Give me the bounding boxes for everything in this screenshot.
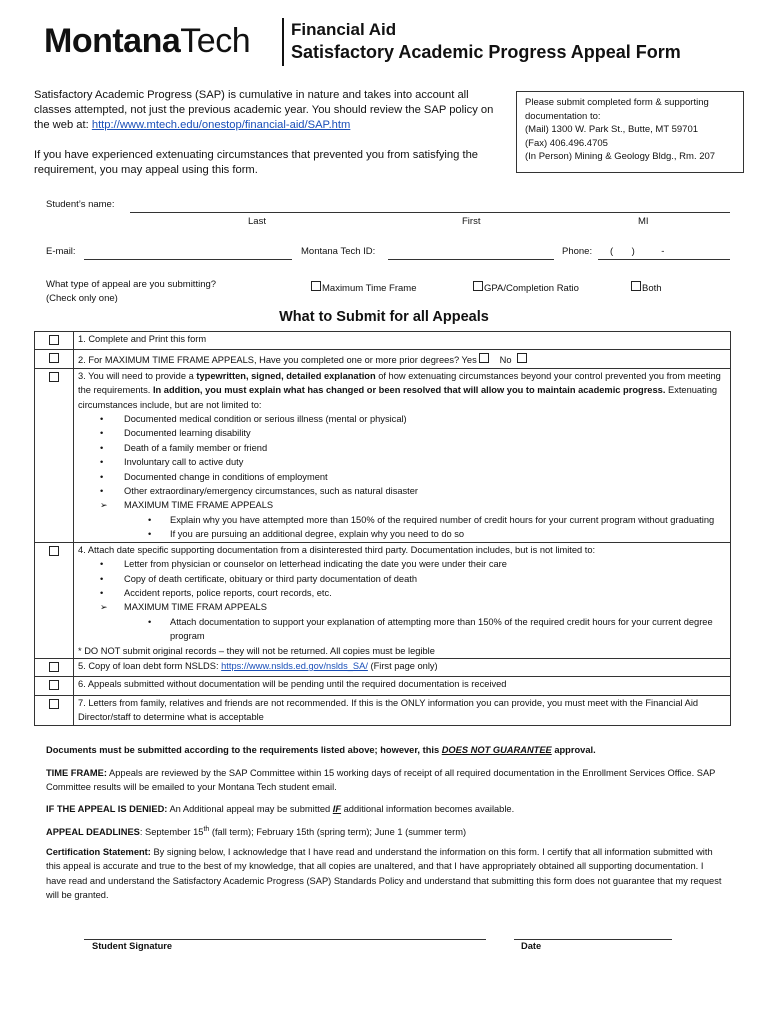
submit-line-2: documentation to: [525, 110, 601, 122]
table-row [35, 350, 731, 368]
table-row [35, 677, 731, 695]
email-label: E-mail: [46, 246, 76, 257]
item-4-intro: 4. Attach date specific supporting documentation from a disinterested third party. Documentation includes, but is not limited to: [78, 544, 596, 555]
list-item: • Involuntary call to active duty [78, 455, 726, 469]
submission-info-box [516, 91, 744, 173]
item-3-bullet-list [78, 412, 726, 498]
item-3-checkbox[interactable] [49, 372, 59, 382]
tech-id-label: Montana Tech ID: [301, 246, 376, 257]
last-name-caption: Last [248, 216, 266, 227]
item-4-checkbox[interactable] [49, 546, 59, 556]
signature-label: Student Signature [92, 941, 173, 951]
option-max-time-frame-label: Maximum Time Frame [322, 283, 417, 294]
item-4-text [74, 542, 731, 658]
middle-initial-caption: MI [638, 216, 649, 227]
date-label: Date [521, 941, 542, 951]
table-row [35, 695, 731, 725]
checkbox-cell [35, 658, 74, 676]
checkbox-cell [35, 368, 74, 542]
item-1-text: 1. Complete and Print this form [74, 332, 731, 350]
option-gpa-completion[interactable] [473, 278, 579, 294]
list-item: • Other extraordinary/emergency circumstances, such as natural disaster [78, 484, 726, 498]
item-1-checkbox[interactable] [49, 335, 59, 345]
item-4-sub-list [78, 615, 726, 644]
table-row [35, 658, 731, 676]
item-2-text: 2. For MAXIMUM TIME FRAME APPEALS, Have you completed one or more prior degrees? Yes No [74, 350, 731, 368]
table-row [35, 542, 731, 658]
deadlines-paragraph: APPEAL DEADLINES: September 15th (fall term); February 15th (spring term); June 1 (summer term) [46, 826, 467, 838]
checkbox-cell [35, 677, 74, 695]
item-4-arrow-heading: ➢ MAXIMUM TIME FRAM APPEALS [78, 600, 726, 614]
list-item: • Explain why you have attempted more than 150% of the required number of credit hours for your current program without graduating [78, 513, 726, 527]
appeal-type-question [46, 278, 216, 306]
denied-paragraph: IF THE APPEAL IS DENIED: An Additional appeal may be submitted IF additional information becomes available. [46, 804, 515, 814]
montana-tech-logo: MontanaTech [44, 22, 251, 60]
phone-label: Phone: [562, 246, 593, 257]
item-4-bullet-list [78, 557, 726, 600]
item-4-note: * DO NOT submit original records – they will not be returned. All copies must be legible [78, 645, 435, 656]
first-name-caption: First [462, 216, 481, 227]
email-field[interactable] [84, 259, 292, 260]
checkbox-cell [35, 695, 74, 725]
tech-id-field[interactable] [388, 259, 554, 260]
submit-mail-address: (Mail) 1300 W. Park St., Butte, MT 59701 [525, 124, 699, 135]
submit-in-person: (In Person) Mining & Geology Bldg., Rm. 207 [525, 151, 716, 162]
option-gpa-completion-label: GPA/Completion Ratio [484, 283, 579, 294]
item-3-sub-list [78, 513, 726, 542]
submit-line-1: Please submit completed form & supporting [525, 97, 709, 108]
guarantee-notice: Documents must be submitted according to the requirements listed above; however, this DOES NOT GUARANTEE approval. [46, 745, 596, 755]
item-7-checkbox[interactable] [49, 699, 59, 709]
intro-text [34, 88, 504, 178]
form-title: Satisfactory Academic Progress Appeal Form [291, 42, 681, 62]
checkbox-cell [35, 332, 74, 350]
student-name-field[interactable] [130, 212, 730, 213]
checkbox-gpa-completion[interactable] [473, 281, 483, 291]
phone-field[interactable] [598, 259, 730, 260]
list-item: • Documented change in conditions of employment [78, 470, 726, 484]
header-title-financial-aid: Financial Aid [291, 20, 397, 39]
item-5-checkbox[interactable] [49, 662, 59, 672]
table-row [35, 368, 731, 542]
checkbox-both[interactable] [631, 281, 641, 291]
date-line[interactable] [514, 939, 672, 940]
item-5-text: 5. Copy of loan debt form NSLDS: https://www.nslds.ed.gov/nslds_SA/ (First page only) [74, 658, 731, 676]
item-3-text: 3. You will need to provide a typewritten, signed, detailed explanation of how extenuating circumstances beyond your control prevented you from meeting the requirements. In addition, you must explain what has changed or been resolved that will allow you to maintain academic progress. Extenuating circumstances include, but are not limited to: • Documented medical condition or serious illness (mental or physical) • Documented learning disability • Death of a family member or friend • Involuntary call to active duty • Documented change in conditions of employment • Other extraordinary/emergency circumstances, such as natural disaster ➢ MAXIMUM TIME FRAME APPEALS • Explain why you have attempted more than 150% of the required number of credit hours for your current program without graduating • If you are pursuing an additional degree, explain why you need to do so [74, 368, 731, 542]
table-row [35, 332, 731, 350]
item-6-text: 6. Appeals submitted without documentation will be pending until the required documentation is received [74, 677, 731, 695]
option-both[interactable] [631, 278, 662, 294]
time-frame-paragraph: TIME FRAME: Appeals are reviewed by the SAP Committee within 15 working days of receipt of all required documentation in the Enrollment Services Office. SAP Committee results will be emailed to your Montana Tech student email. [46, 768, 716, 793]
appeal-type-question-line: What type of appeal are you submitting? [46, 279, 217, 290]
certification-statement: Certification Statement: By signing below, I acknowledge that I have read and understand the information on this form. I certify that all information submitted with this appeal is accurate and true to the best of my knowledge, that all copies are unaltered, and that I have appropriately obtained all supporting documentation. I have read and understand the Satisfactory Academic Progress (SAP) Standards Policy and understand that submitting this form does not guarantee that my request will be granted. [46, 847, 722, 901]
list-item: • Death of a family member or friend [78, 441, 726, 455]
list-item: • Documented learning disability [78, 426, 726, 440]
submit-fax: (Fax) 406.496.4705 [525, 137, 608, 149]
option-max-time-frame[interactable] [311, 278, 416, 294]
list-item: • Accident reports, police reports, court records, etc. [78, 586, 726, 600]
option-both-label: Both [642, 283, 662, 294]
intro-paragraph-2: If you have experienced extenuating circumstances that prevented you from satisfying the requirement, you may appeal using this form. [34, 149, 479, 176]
list-item: • Attach documentation to support your explanation of attempting more than 150% of the required credit hours for your current degree program [78, 615, 726, 644]
item-7-text: 7. Letters from family, relatives and friends are not recommended. If this is the ONLY information you can provide, you must meet with the Financial Aid Director/staff to determine what is acceptable [74, 695, 731, 725]
no-checkbox[interactable] [517, 353, 527, 363]
signature-line[interactable] [84, 939, 486, 940]
appeal-type-instruction: (Check only one) [46, 293, 118, 304]
list-item: • If you are pursuing an additional degree, explain why you need to do so [78, 527, 726, 541]
requirements-table [34, 331, 731, 726]
phone-format: ( ) - [610, 246, 665, 257]
list-item: • Documented medical condition or serious illness (mental or physical) [78, 412, 726, 426]
list-item: • Copy of death certificate, obituary or third party documentation of death [78, 572, 726, 586]
section-heading: What to Submit for all Appeals [279, 309, 489, 325]
student-name-label: Student’s name: [46, 199, 115, 210]
nslds-link[interactable]: https://www.nslds.ed.gov/nslds_SA/ [221, 660, 368, 671]
checkbox-cell [35, 350, 74, 368]
yes-checkbox[interactable] [479, 353, 489, 363]
item-6-checkbox[interactable] [49, 680, 59, 690]
item-2-checkbox[interactable] [49, 353, 59, 363]
checkbox-max-time-frame[interactable] [311, 281, 321, 291]
item-3-arrow-heading: ➢ MAXIMUM TIME FRAME APPEALS [78, 498, 726, 512]
list-item: • Letter from physician or counselor on letterhead indicating the date you were under their care [78, 557, 726, 571]
checkbox-cell [35, 542, 74, 658]
intro-paragraph-1: Satisfactory Academic Progress (SAP) is cumulative in nature and takes into account all classes attempted, not just the previous academic year. You should review the SAP policy on the web at: http://www.mtech.edu/onestop/financial-aid/SAP.htm [34, 89, 494, 131]
header-divider [282, 18, 284, 66]
sap-policy-link[interactable]: http://www.mtech.edu/onestop/financial-aid/SAP.htm [91, 119, 351, 131]
